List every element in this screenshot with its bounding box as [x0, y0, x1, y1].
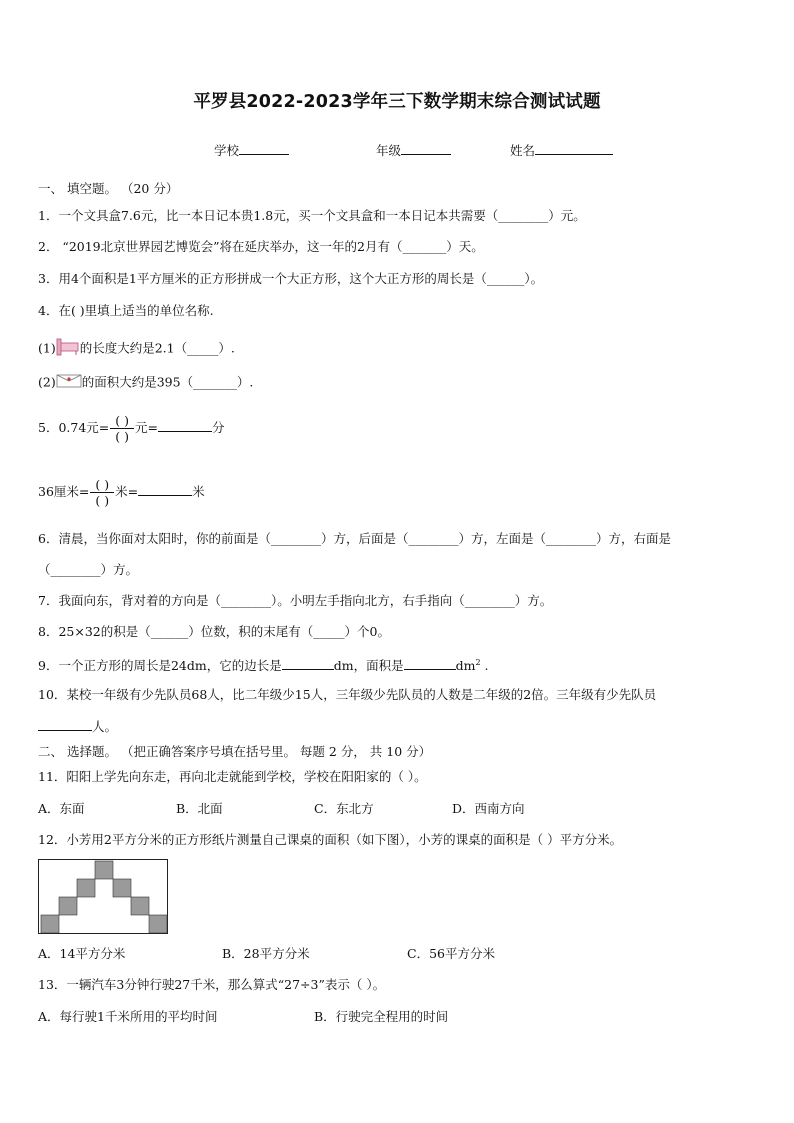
q5a-fraction	[110, 413, 134, 444]
grid-square	[149, 915, 167, 933]
question-8: 8．25×32的积是（______）位数，积的末尾有（_____）个0。	[38, 624, 390, 639]
school-blank[interactable]	[239, 142, 289, 155]
q11-option-c[interactable]: C．东北方	[314, 801, 374, 816]
section2-heading: 二、 选择题。 （把正确答案序号填在括号里。 每题 2 分， 共 10 分）	[38, 744, 432, 759]
question-11: 11．阳阳上学先向东走，再向北走就能到学校，学校在阳阳家的（ ）。	[38, 769, 427, 784]
q5a-mid: 元=	[135, 420, 158, 435]
envelope-icon	[56, 374, 82, 392]
question-6-line-1: 6．清晨，当你面对太阳时，你的前面是（________）方，后面是（________）方，左面是（________）方，右面是	[38, 531, 671, 546]
name-field[interactable]	[510, 141, 613, 159]
page-title: 平罗县2022-2023学年三下数学期末综合测试试题	[193, 92, 601, 112]
q10-blank[interactable]	[38, 718, 92, 731]
q13-option-b[interactable]: B．行驶完全程用的时间	[314, 1009, 449, 1024]
q10-tail: 人。	[92, 719, 118, 734]
q5a-blank[interactable]	[158, 419, 212, 432]
q12-option-c[interactable]: C．56平方分米	[407, 946, 495, 961]
question-9	[38, 655, 488, 674]
question-7: 7．我面向东，背对着的方向是（________）。小明左手指向北方，右手指向（________）方。	[38, 593, 553, 608]
name-blank[interactable]	[535, 142, 613, 155]
school-label: 学校	[214, 143, 240, 158]
section1-heading: 一、 填空题。 （20 分）	[38, 181, 179, 196]
question-1: 1．一个文具盒7.6元，比一本日记本贵1.8元，买一个文具盒和一本日记本共需要（________）元。	[38, 208, 586, 223]
grid-square	[95, 861, 113, 879]
q13-option-a[interactable]: A．每行驶1千米所用的平均时间	[38, 1009, 218, 1024]
q11-option-a[interactable]: A．东面	[38, 801, 85, 816]
question-4: 4．在( )里填上适当的单位名称.	[38, 303, 214, 318]
grid-square	[59, 897, 77, 915]
question-10-line-1: 10．某校一年级有少先队员68人，比二年级少15人，三年级少先队员的人数是二年级的2倍。三年级有少先队员	[38, 687, 657, 702]
q5a-numerator[interactable]: ( )	[115, 413, 129, 428]
q5b-fraction	[90, 477, 114, 508]
q9-blank-1[interactable]	[282, 657, 334, 670]
question-2: 2． “2019北京世界园艺博览会”将在延庆举办，这一年的2月有（_______）天。	[38, 239, 484, 254]
q5a-unit: 分	[211, 420, 225, 435]
grade-field[interactable]	[376, 141, 451, 159]
q5a-denominator[interactable]: ( )	[110, 428, 134, 444]
desk-grid-svg	[38, 859, 168, 934]
q12-option-b[interactable]: B．28平方分米	[222, 946, 310, 961]
question-6-line-2: （________）方。	[38, 562, 139, 577]
school-field[interactable]	[214, 141, 289, 159]
q12-option-a[interactable]: A．14平方分米	[38, 946, 126, 961]
q11-option-b[interactable]: B．北面	[176, 801, 223, 816]
question-3: 3．用4个面积是1平方厘米的正方形拼成一个大正方形，这个大正方形的周长是（______）。	[38, 271, 544, 286]
q9-text-c: dm	[455, 658, 476, 674]
q4b-prefix: (2)	[38, 374, 56, 390]
question-10-line-2	[38, 718, 117, 735]
q5a-prefix: 5．0.74元=	[38, 420, 110, 435]
q4a-text: 的长度大约是2.1（_____）.	[79, 340, 235, 356]
grade-label: 年级	[376, 143, 402, 158]
question-4-part-1	[38, 338, 235, 360]
grid-square	[77, 879, 95, 897]
grid-square	[113, 879, 131, 897]
name-label: 姓名	[510, 143, 536, 158]
bed-icon	[56, 338, 80, 360]
question-5-part-1	[38, 410, 225, 446]
question-5-part-2	[38, 474, 205, 510]
grade-blank[interactable]	[401, 142, 451, 155]
question-4-part-2	[38, 374, 253, 392]
q9-blank-2[interactable]	[404, 657, 456, 670]
question-12: 12．小芳用2平方分米的正方形纸片测量自己课桌的面积（如下图），小芳的课桌的面积是（ ）平方分米。	[38, 832, 623, 847]
q5b-prefix: 36厘米=	[38, 484, 90, 499]
question-13: 13．一辆汽车3分钟行驶27千米，那么算式“27÷3”表示（ ）。	[38, 977, 386, 992]
q5b-denominator[interactable]: ( )	[90, 492, 114, 508]
q5b-numerator[interactable]: ( )	[95, 477, 110, 492]
grid-square	[131, 897, 149, 915]
q11-option-d[interactable]: D．西南方向	[452, 801, 525, 816]
desk-grid-figure	[38, 859, 168, 937]
q5b-blank[interactable]	[138, 483, 192, 496]
q9-text-d: .	[480, 658, 489, 674]
q9-text-b: dm，面积是	[333, 658, 404, 674]
q5b-mid: 米=	[115, 484, 139, 499]
q9-text-a: 9．一个正方形的周长是24dm，它的边长是	[38, 658, 282, 674]
q4b-text: 的面积大约是395（_______）.	[81, 374, 254, 390]
q4a-prefix: (1)	[38, 340, 56, 356]
grid-square	[41, 915, 59, 933]
q9-superscript: 2	[475, 658, 481, 667]
q5b-unit: 米	[192, 484, 205, 499]
